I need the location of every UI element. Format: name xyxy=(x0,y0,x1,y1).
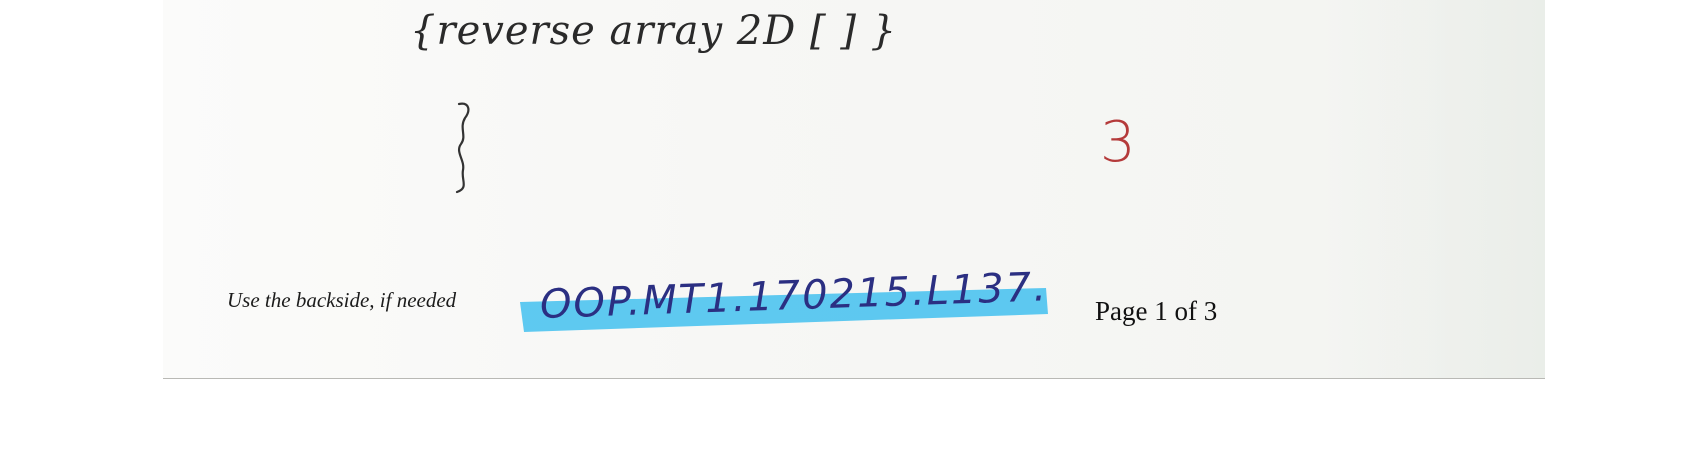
handwritten-answer-line: {reverse array 2D [ ] } xyxy=(410,8,898,54)
paper-shadow xyxy=(1325,0,1545,378)
closing-brace-mark xyxy=(447,100,477,196)
backside-note: Use the backside, if needed xyxy=(227,288,457,312)
score-mark: 3 xyxy=(1100,110,1136,175)
exam-code: OOP.MT1.170215.L137. xyxy=(539,264,1049,328)
page-number: Page 1 of 3 xyxy=(1095,296,1218,326)
